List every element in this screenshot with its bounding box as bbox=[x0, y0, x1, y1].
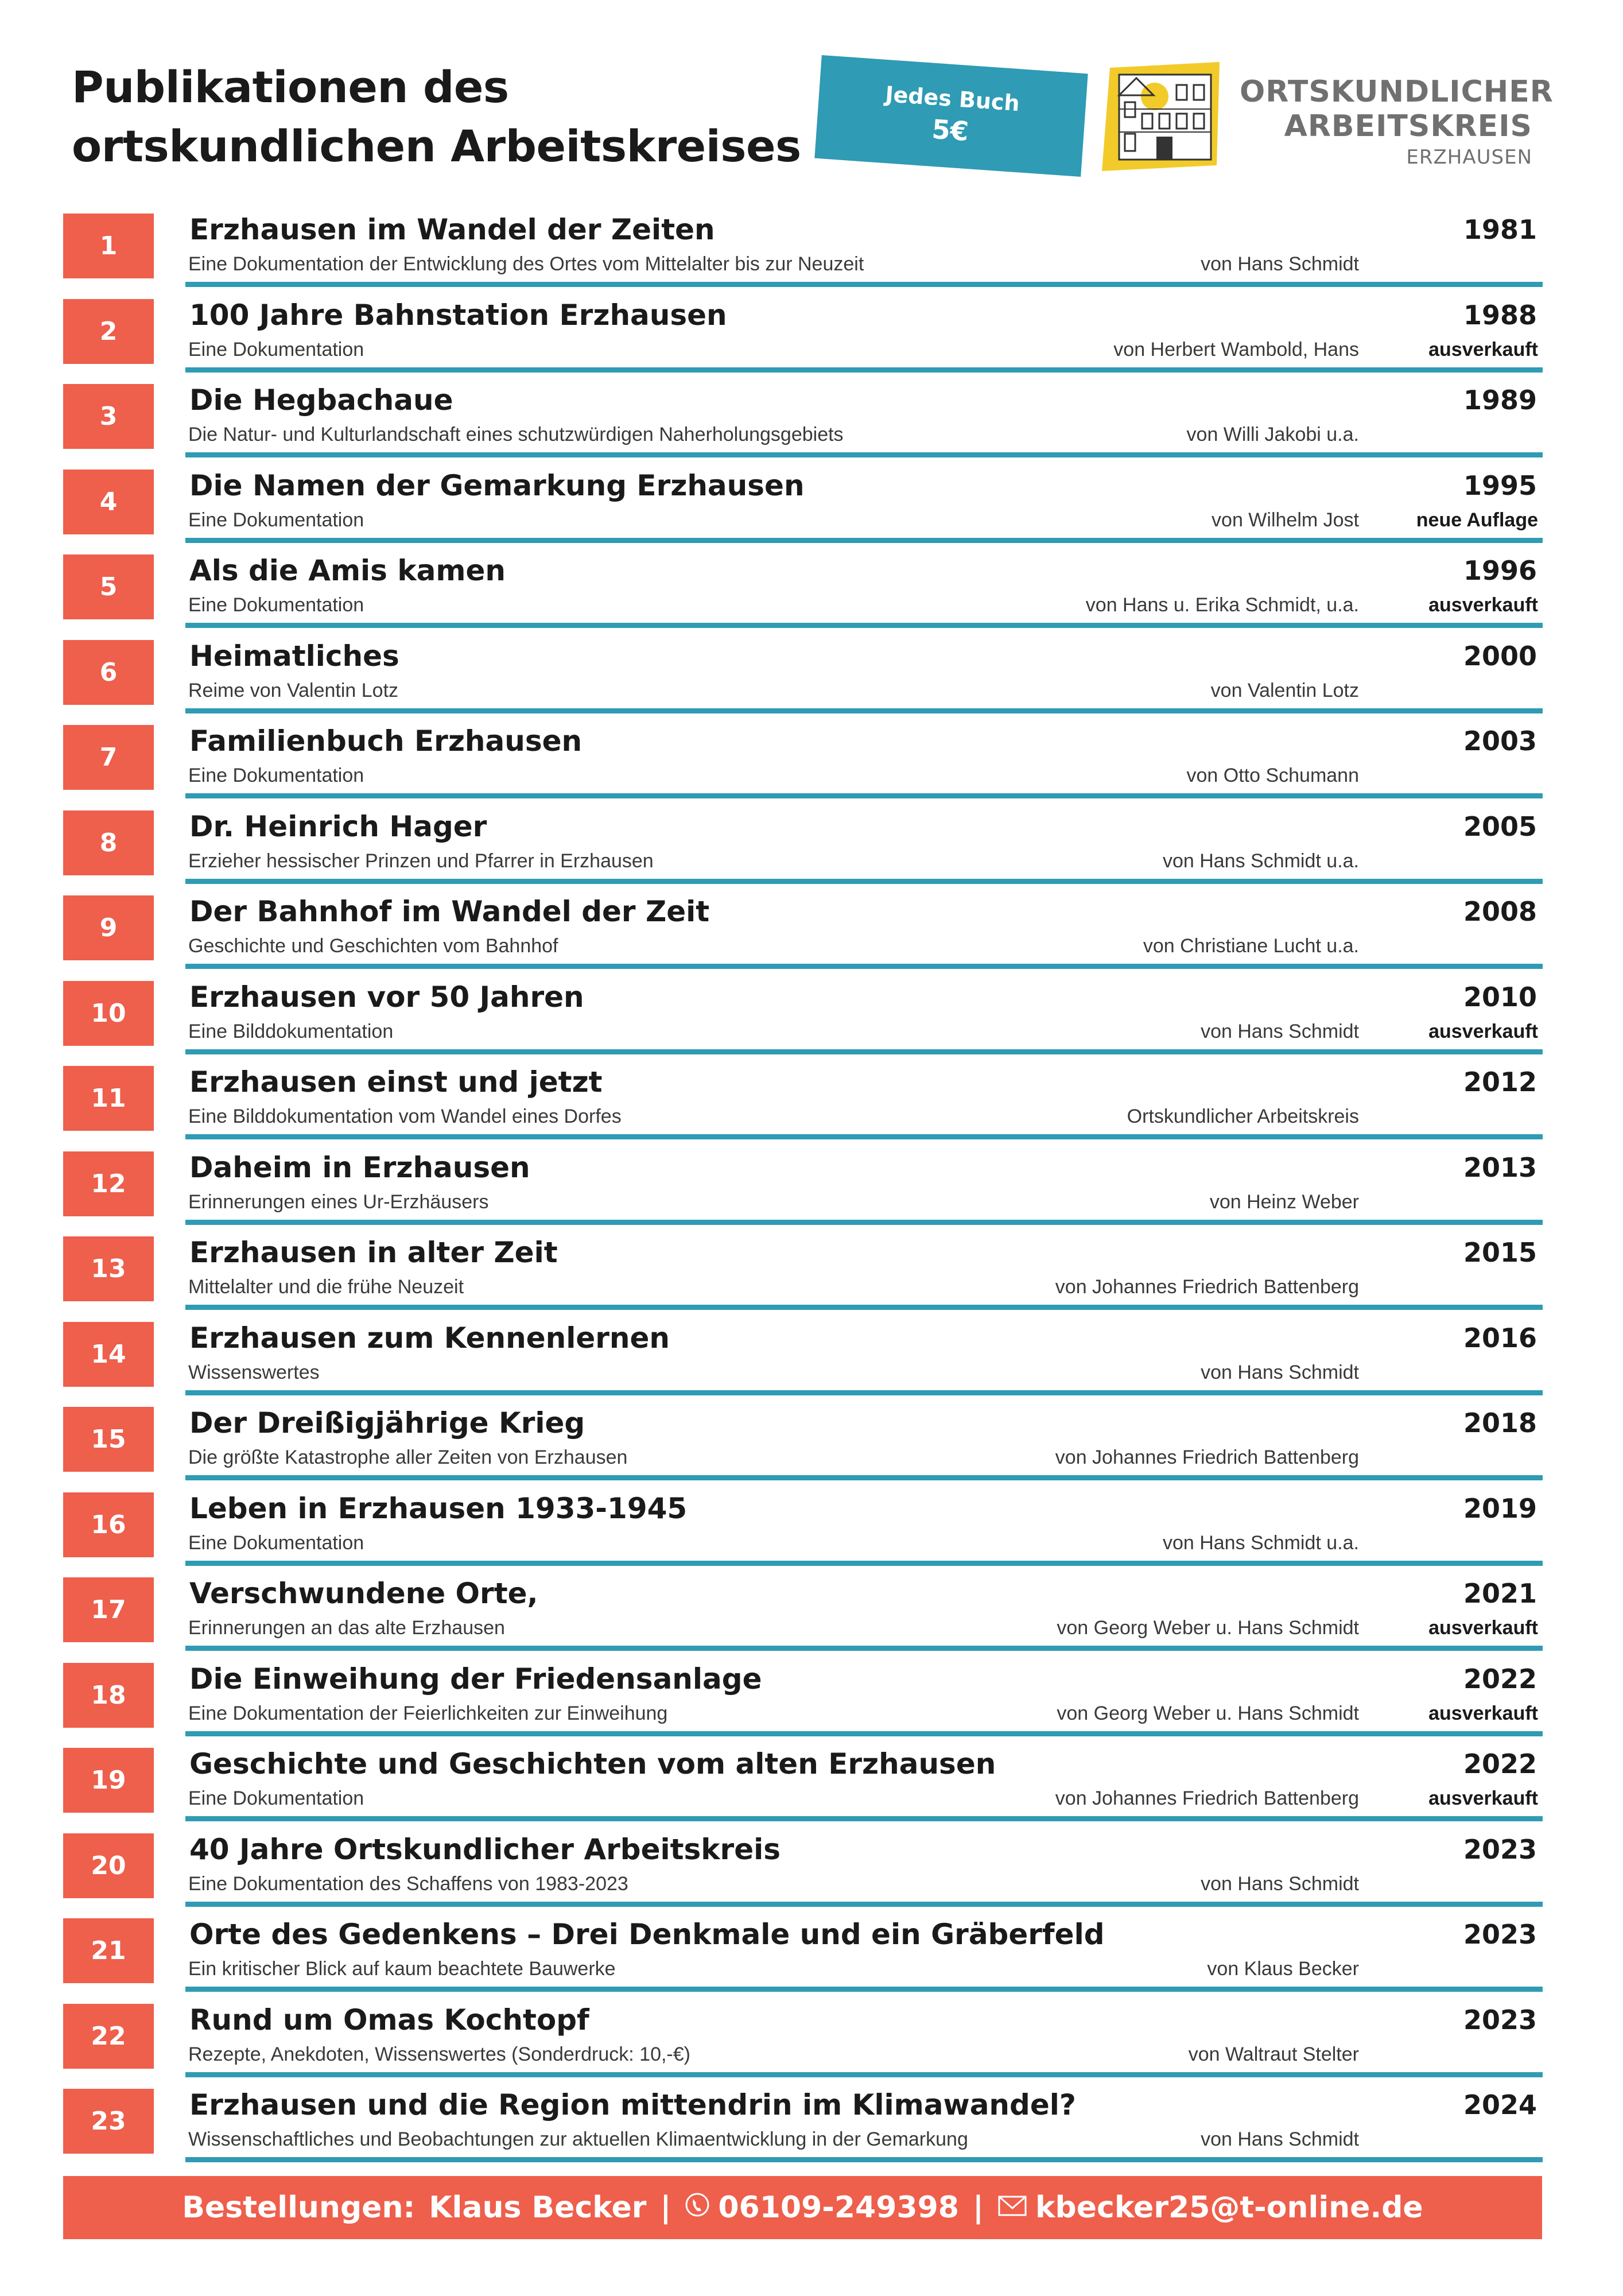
book-title: Dr. Heinrich Hager bbox=[189, 810, 487, 843]
book-number: 8 bbox=[63, 810, 154, 875]
book-row bbox=[0, 1492, 1623, 1577]
book-title: Orte des Gedenkens – Drei Denkmale und ein Gräberfeld bbox=[189, 1918, 1105, 1951]
book-subtitle: Eine Bilddokumentation bbox=[188, 1021, 394, 1042]
row-divider bbox=[185, 1134, 1543, 1139]
book-year: 2010 bbox=[1463, 982, 1537, 1013]
book-status: ausverkauft bbox=[1428, 1021, 1538, 1042]
book-title: Rund um Omas Kochtopf bbox=[189, 2003, 589, 2037]
row-divider bbox=[185, 1305, 1543, 1310]
row-divider bbox=[185, 538, 1543, 543]
book-title: Erzhausen in alter Zeit bbox=[189, 1236, 558, 1269]
book-year: 1988 bbox=[1463, 300, 1537, 331]
book-subtitle: Eine Dokumentation bbox=[188, 1787, 364, 1809]
book-author: von Hans u. Erika Schmidt, u.a. bbox=[1085, 594, 1359, 616]
book-row bbox=[0, 1918, 1623, 2003]
book-title: 40 Jahre Ortskundlicher Arbeitskreis bbox=[189, 1833, 781, 1866]
book-number: 9 bbox=[63, 895, 154, 960]
row-divider bbox=[185, 282, 1543, 287]
book-author: von Hans Schmidt bbox=[1201, 1362, 1359, 1383]
row-divider bbox=[185, 623, 1543, 628]
book-row bbox=[0, 470, 1623, 554]
footer-label: Bestellungen: bbox=[182, 2190, 416, 2225]
book-number: 7 bbox=[63, 725, 154, 790]
book-row bbox=[0, 1663, 1623, 1748]
order-footer bbox=[63, 2176, 1542, 2239]
row-divider bbox=[185, 1816, 1543, 1821]
book-number: 12 bbox=[63, 1151, 154, 1216]
footer-email[interactable]: kbecker25@t-online.de bbox=[1035, 2190, 1423, 2225]
row-divider bbox=[185, 708, 1543, 713]
book-subtitle: Die größte Katastrophe aller Zeiten von Erzhausen bbox=[188, 1446, 628, 1468]
footer-phone[interactable]: 06109-249398 bbox=[718, 2190, 959, 2225]
book-row bbox=[0, 640, 1623, 725]
book-subtitle: Eine Dokumentation bbox=[188, 509, 364, 531]
book-author: von Wilhelm Jost bbox=[1212, 509, 1359, 531]
row-divider bbox=[185, 452, 1543, 457]
org-name-line1: ORTSKUNDLICHER bbox=[1240, 75, 1554, 109]
row-divider bbox=[185, 1731, 1543, 1736]
book-subtitle: Eine Dokumentation bbox=[188, 765, 364, 786]
book-status: ausverkauft bbox=[1428, 1787, 1538, 1809]
book-subtitle: Eine Dokumentation der Entwicklung des Ortes vom Mittelalter bis zur Neuzeit bbox=[188, 253, 864, 275]
book-author: von Johannes Friedrich Battenberg bbox=[1055, 1787, 1359, 1809]
book-row bbox=[0, 981, 1623, 1066]
book-title: Die Namen der Gemarkung Erzhausen bbox=[189, 469, 805, 502]
row-divider bbox=[185, 1220, 1543, 1225]
book-year: 2022 bbox=[1463, 1663, 1537, 1694]
book-title: Der Dreißigjährige Krieg bbox=[189, 1406, 585, 1440]
row-divider bbox=[185, 964, 1543, 969]
book-title: Geschichte und Geschichten vom alten Erzhausen bbox=[189, 1747, 996, 1781]
book-year: 2019 bbox=[1463, 1493, 1537, 1524]
book-row bbox=[0, 1833, 1623, 1918]
book-year: 2023 bbox=[1463, 2004, 1537, 2035]
book-author: von Waltraut Stelter bbox=[1188, 2043, 1359, 2065]
book-status: ausverkauft bbox=[1428, 1617, 1538, 1639]
book-subtitle: Mittelalter und die frühe Neuzeit bbox=[188, 1276, 464, 1298]
book-year: 2022 bbox=[1463, 1748, 1537, 1779]
book-year: 2024 bbox=[1463, 2089, 1537, 2120]
book-number: 6 bbox=[63, 640, 154, 705]
book-number: 19 bbox=[63, 1748, 154, 1813]
book-year: 2015 bbox=[1463, 1237, 1537, 1268]
book-row bbox=[0, 2089, 1623, 2174]
row-divider bbox=[185, 1475, 1543, 1480]
book-subtitle: Erzieher hessischer Prinzen und Pfarrer in Erzhausen bbox=[188, 850, 654, 872]
book-year: 2016 bbox=[1463, 1322, 1537, 1353]
book-number: 18 bbox=[63, 1663, 154, 1728]
price-badge bbox=[814, 55, 1088, 177]
row-divider bbox=[185, 1049, 1543, 1054]
row-divider bbox=[185, 1390, 1543, 1395]
book-row bbox=[0, 895, 1623, 980]
book-subtitle: Eine Dokumentation des Schaffens von 1983-2023 bbox=[188, 1873, 628, 1895]
book-number: 22 bbox=[63, 2004, 154, 2069]
book-number: 11 bbox=[63, 1066, 154, 1131]
book-author: von Hans Schmidt bbox=[1201, 253, 1359, 275]
book-subtitle: Die Natur- und Kulturlandschaft eines schutzwürdigen Naherholungsgebiets bbox=[188, 424, 844, 445]
org-name-line3: ERZHAUSEN bbox=[1406, 146, 1532, 169]
book-status: neue Auflage bbox=[1416, 509, 1538, 531]
footer-separator: | bbox=[972, 2190, 984, 2225]
book-number: 14 bbox=[63, 1322, 154, 1387]
book-year: 1995 bbox=[1463, 470, 1537, 501]
book-year: 2018 bbox=[1463, 1407, 1537, 1438]
book-title: Der Bahnhof im Wandel der Zeit bbox=[189, 895, 710, 928]
book-row bbox=[0, 1322, 1623, 1407]
book-subtitle: Eine Dokumentation der Feierlichkeiten zur Einweihung bbox=[188, 1702, 668, 1724]
book-title: Verschwundene Orte, bbox=[189, 1577, 538, 1610]
book-year: 2023 bbox=[1463, 1834, 1537, 1865]
page-title bbox=[72, 57, 818, 176]
book-title: Daheim in Erzhausen bbox=[189, 1151, 530, 1184]
book-status: ausverkauft bbox=[1428, 339, 1538, 360]
book-author: von Heinz Weber bbox=[1209, 1191, 1359, 1213]
org-name bbox=[1240, 75, 1554, 170]
footer-separator: | bbox=[660, 2190, 671, 2225]
row-divider bbox=[185, 793, 1543, 798]
book-author: von Klaus Becker bbox=[1207, 1958, 1359, 1980]
book-row bbox=[0, 1748, 1623, 1833]
price-badge-label: Jedes Buch bbox=[884, 81, 1020, 117]
book-number: 20 bbox=[63, 1833, 154, 1898]
org-name-line2: ARBEITSKREIS bbox=[1284, 109, 1532, 144]
footer-contact-name: Klaus Becker bbox=[429, 2190, 647, 2225]
book-number: 17 bbox=[63, 1577, 154, 1642]
book-subtitle: Wissenschaftliches und Beobachtungen zur aktuellen Klimaentwicklung in der Gemarkung bbox=[188, 2128, 968, 2150]
book-number: 10 bbox=[63, 981, 154, 1046]
book-title: Als die Amis kamen bbox=[189, 554, 506, 587]
book-author: von Hans Schmidt bbox=[1201, 1021, 1359, 1042]
org-logo bbox=[1102, 62, 1225, 171]
book-author: von Hans Schmidt u.a. bbox=[1162, 850, 1359, 872]
book-author: von Willi Jakobi u.a. bbox=[1186, 424, 1359, 445]
book-row bbox=[0, 384, 1623, 469]
book-title: 100 Jahre Bahnstation Erzhausen bbox=[189, 298, 727, 332]
book-status: ausverkauft bbox=[1428, 1702, 1538, 1724]
page-title-line2: ortskundlichen Arbeitskreises bbox=[72, 121, 801, 172]
book-author: von Herbert Wambold, Hans bbox=[1113, 339, 1359, 360]
row-divider bbox=[185, 1561, 1543, 1566]
book-title: Erzhausen und die Region mittendrin im Klimawandel? bbox=[189, 2088, 1076, 2122]
phone-icon bbox=[685, 2190, 710, 2225]
book-number: 13 bbox=[63, 1236, 154, 1301]
book-number: 23 bbox=[63, 2089, 154, 2154]
book-row bbox=[0, 1577, 1623, 1662]
page-title-line1: Publikationen des bbox=[72, 61, 509, 113]
book-subtitle: Rezepte, Anekdoten, Wissenswertes (Sonderdruck: 10,-€) bbox=[188, 2043, 690, 2065]
book-number: 2 bbox=[63, 299, 154, 364]
book-title: Leben in Erzhausen 1933-1945 bbox=[189, 1492, 688, 1525]
book-subtitle: Eine Dokumentation bbox=[188, 339, 364, 360]
book-number: 15 bbox=[63, 1407, 154, 1472]
book-year: 1989 bbox=[1463, 385, 1537, 416]
book-year: 2008 bbox=[1463, 896, 1537, 927]
book-year: 1996 bbox=[1463, 555, 1537, 586]
book-number: 5 bbox=[63, 554, 154, 619]
book-subtitle: Erinnerungen an das alte Erzhausen bbox=[188, 1617, 505, 1639]
book-author: Ortskundlicher Arbeitskreis bbox=[1127, 1106, 1359, 1127]
book-number: 3 bbox=[63, 384, 154, 449]
row-divider bbox=[185, 1902, 1543, 1907]
book-row bbox=[0, 299, 1623, 384]
book-author: von Georg Weber u. Hans Schmidt bbox=[1057, 1702, 1359, 1724]
book-row bbox=[0, 1066, 1623, 1151]
row-divider bbox=[185, 1646, 1543, 1651]
book-year: 1981 bbox=[1463, 214, 1537, 245]
book-year: 2012 bbox=[1463, 1066, 1537, 1097]
book-year: 2003 bbox=[1463, 726, 1537, 757]
book-author: von Hans Schmidt u.a. bbox=[1162, 1532, 1359, 1554]
book-author: von Georg Weber u. Hans Schmidt bbox=[1057, 1617, 1359, 1639]
book-number: 4 bbox=[63, 470, 154, 534]
row-divider bbox=[185, 879, 1543, 884]
book-year: 2013 bbox=[1463, 1152, 1537, 1183]
book-title: Erzhausen im Wandel der Zeiten bbox=[189, 213, 715, 246]
book-author: von Hans Schmidt bbox=[1201, 1873, 1359, 1895]
book-row bbox=[0, 1151, 1623, 1236]
book-title: Familienbuch Erzhausen bbox=[189, 724, 583, 758]
row-divider bbox=[185, 367, 1543, 373]
row-divider bbox=[185, 2072, 1543, 2077]
book-title: Die Einweihung der Friedensanlage bbox=[189, 1662, 762, 1696]
book-status: ausverkauft bbox=[1428, 594, 1538, 616]
book-year: 2005 bbox=[1463, 811, 1537, 842]
book-year: 2021 bbox=[1463, 1578, 1537, 1609]
book-title: Heimatliches bbox=[189, 639, 399, 673]
book-row bbox=[0, 725, 1623, 810]
book-year: 2000 bbox=[1463, 641, 1537, 672]
book-subtitle: Erinnerungen eines Ur-Erzhäusers bbox=[188, 1191, 489, 1213]
price-badge-price: 5€ bbox=[930, 113, 970, 148]
book-title: Die Hegbachaue bbox=[189, 383, 453, 417]
book-author: von Hans Schmidt bbox=[1201, 2128, 1359, 2150]
book-year: 2023 bbox=[1463, 1919, 1537, 1950]
book-number: 16 bbox=[63, 1492, 154, 1557]
book-number: 1 bbox=[63, 214, 154, 278]
book-subtitle: Ein kritischer Blick auf kaum beachtete Bauwerke bbox=[188, 1958, 616, 1980]
book-row bbox=[0, 214, 1623, 298]
book-subtitle: Geschichte und Geschichten vom Bahnhof bbox=[188, 935, 558, 957]
envelope-icon bbox=[997, 2190, 1027, 2225]
book-author: von Otto Schumann bbox=[1186, 765, 1359, 786]
book-title: Erzhausen zum Kennenlernen bbox=[189, 1321, 670, 1355]
building-logo-icon bbox=[1102, 62, 1225, 171]
book-subtitle: Eine Dokumentation bbox=[188, 1532, 364, 1554]
book-row bbox=[0, 554, 1623, 639]
book-author: von Christiane Lucht u.a. bbox=[1143, 935, 1359, 957]
book-row bbox=[0, 1407, 1623, 1492]
row-divider bbox=[185, 1987, 1543, 1992]
book-subtitle: Eine Dokumentation bbox=[188, 594, 364, 616]
book-author: von Valentin Lotz bbox=[1210, 680, 1359, 701]
book-subtitle: Wissenswertes bbox=[188, 1362, 320, 1383]
book-title: Erzhausen einst und jetzt bbox=[189, 1065, 603, 1099]
book-row bbox=[0, 810, 1623, 895]
book-author: von Johannes Friedrich Battenberg bbox=[1055, 1276, 1359, 1298]
row-divider bbox=[185, 2157, 1543, 2162]
book-number: 21 bbox=[63, 1918, 154, 1983]
book-title: Erzhausen vor 50 Jahren bbox=[189, 980, 584, 1014]
book-author: von Johannes Friedrich Battenberg bbox=[1055, 1446, 1359, 1468]
book-subtitle: Reime von Valentin Lotz bbox=[188, 680, 399, 701]
book-row bbox=[0, 1236, 1623, 1321]
book-row bbox=[0, 2004, 1623, 2089]
book-subtitle: Eine Bilddokumentation vom Wandel eines Dorfes bbox=[188, 1106, 622, 1127]
